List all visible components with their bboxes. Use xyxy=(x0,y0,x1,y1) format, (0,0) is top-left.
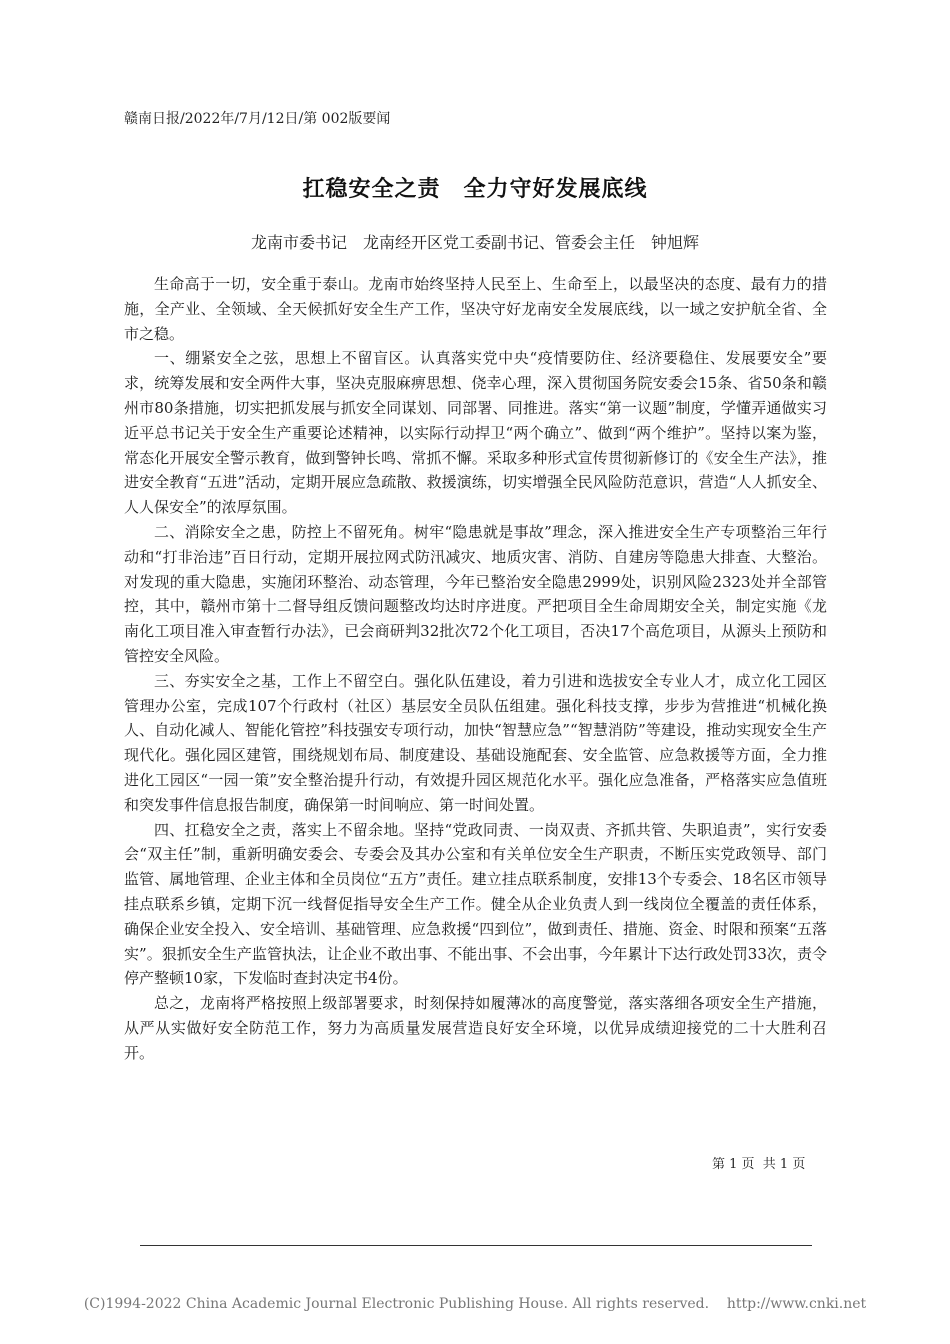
footer-divider xyxy=(140,1245,812,1246)
paragraph-section-1: 一、绷紧安全之弦，思想上不留盲区。认真落实党中央“疫情要防住、经济要稳住、发展要安全”要求，统筹发展和安全两件大事，坚决克服麻痹思想、侥幸心理，深入贯彻国务院安委会15条、省50条和赣州市80条措施，切实把抓发展与抓安全同谋划、同部署、同推进。落实“第一议题”制度，学懂弄通做实习近平总书记关于安全生产重要论述精神，以实际行动捍卫“两个确立”、做到“两个维护”。坚持以案为鉴，常态化开展安全警示教育，做到警钟长鸣、常抓不懈。采取多种形式宣传贯彻新修订的《安全生产法》，推进安全教育“五进”活动，定期开展应急疏散、救援演练，切实增强全民风险防范意识，营造“人人抓安全、人人保安全”的浓厚氛围。 xyxy=(124,349,827,517)
paragraph-conclusion: 总之，龙南将严格按照上级部署要求，时刻保持如履薄冰的高度警觉，落实落细各项安全生产措施，从严从实做好安全防范工作，努力为高质量发展营造良好安全环境，以优异成绩迎接党的二十大胜利召开。 xyxy=(124,994,827,1062)
copyright-notice: (C)1994-2022 China Academic Journal Electronic Publishing House. All rights reserved. http://www.cnki.net xyxy=(83,1296,867,1312)
paragraph-section-4: 四、扛稳安全之责，落实上不留余地。坚持“党政同责、一岗双责、齐抓共管、失职追责”，实行安委会“双主任”制，重新明确安委会、专委会及其办公室和有关单位安全生产职责，不断压实党政领导、部门监管、属地管理、企业主体和全员岗位“五方”责任。建立挂点联系制度，安排13个专委会、18名区市领导挂点联系乡镇，定期下沉一线督促指导安全生产工作。健全从企业负责人到一线岗位全覆盖的责任体系，确保企业安全投入、安全培训、基础管理、应急救援“四到位”，做到责任、措施、资金、时限和预案“五落实”。狠抓安全生产监管执法，让企业不敢出事、不能出事、不会出事，今年累计下达行政处罚33次，责令停产整顿10家，下发临时查封决定书4份。 xyxy=(124,820,827,988)
article-byline: 龙南市委书记 龙南经开区党工委副书记、管委会主任 钟旭辉 xyxy=(250,233,699,252)
paragraph-section-3: 三、夯实安全之基，工作上不留空白。强化队伍建设，着力引进和选拔安全专业人才，成立化工园区管理办公室，完成107个行政村（社区）基层安全员队伍组建。强化科技支撑，步步为营推进“机械化换人、自动化减人、智能化管控”科技强安专项行动，加快“智慧应急”“智慧消防”等建设，推动实现安全生产现代化。强化园区建管，围绕规划布局、制度建设、基础设施配套、安全监管、应急救援等方面，全力推进化工园区“一园一策”安全整治提升行动，有效提升园区规范化水平。强化应急准备，严格落实应急值班和突发事件信息报告制度，确保第一时间响应、第一时间处置。 xyxy=(124,671,827,814)
paragraph-section-2: 二、消除安全之患，防控上不留死角。树牢“隐患就是事故”理念，深入推进安全生产专项整治三年行动和“打非治违”百日行动，定期开展拉网式防汛减灾、地质灾害、消防、自建房等隐患大排查、大整治。对发现的重大隐患，实施闭环整治、动态管理，今年已整治安全隐患2999处，识别风险2323处并全部管控，其中，赣州市第十二督导组反馈问题整改均达时序进度。严把项目全生命周期安全关，制定实施《龙南化工项目准入审查暂行办法》，已会商研判32批次72个化工项目，否决17个高危项目，从源头上预防和管控安全风险。 xyxy=(124,522,827,665)
source-line: 赣南日报/2022年/7月/12日/第 002版要闻 xyxy=(124,111,391,127)
article-body xyxy=(124,272,827,1066)
paragraph-intro: 生命高于一切，安全重于泰山。龙南市始终坚持人民至上、生命至上，以最坚决的态度、最有力的措施，全产业、全领域、全天候抓好安全生产工作，坚决守好龙南安全发展底线，以一域之安护航全省、全市之稳。 xyxy=(124,275,827,343)
article-title: 扛稳安全之责 全力守好发展底线 xyxy=(302,177,648,202)
page-number: 第 1 页 共 1 页 xyxy=(712,1157,806,1172)
